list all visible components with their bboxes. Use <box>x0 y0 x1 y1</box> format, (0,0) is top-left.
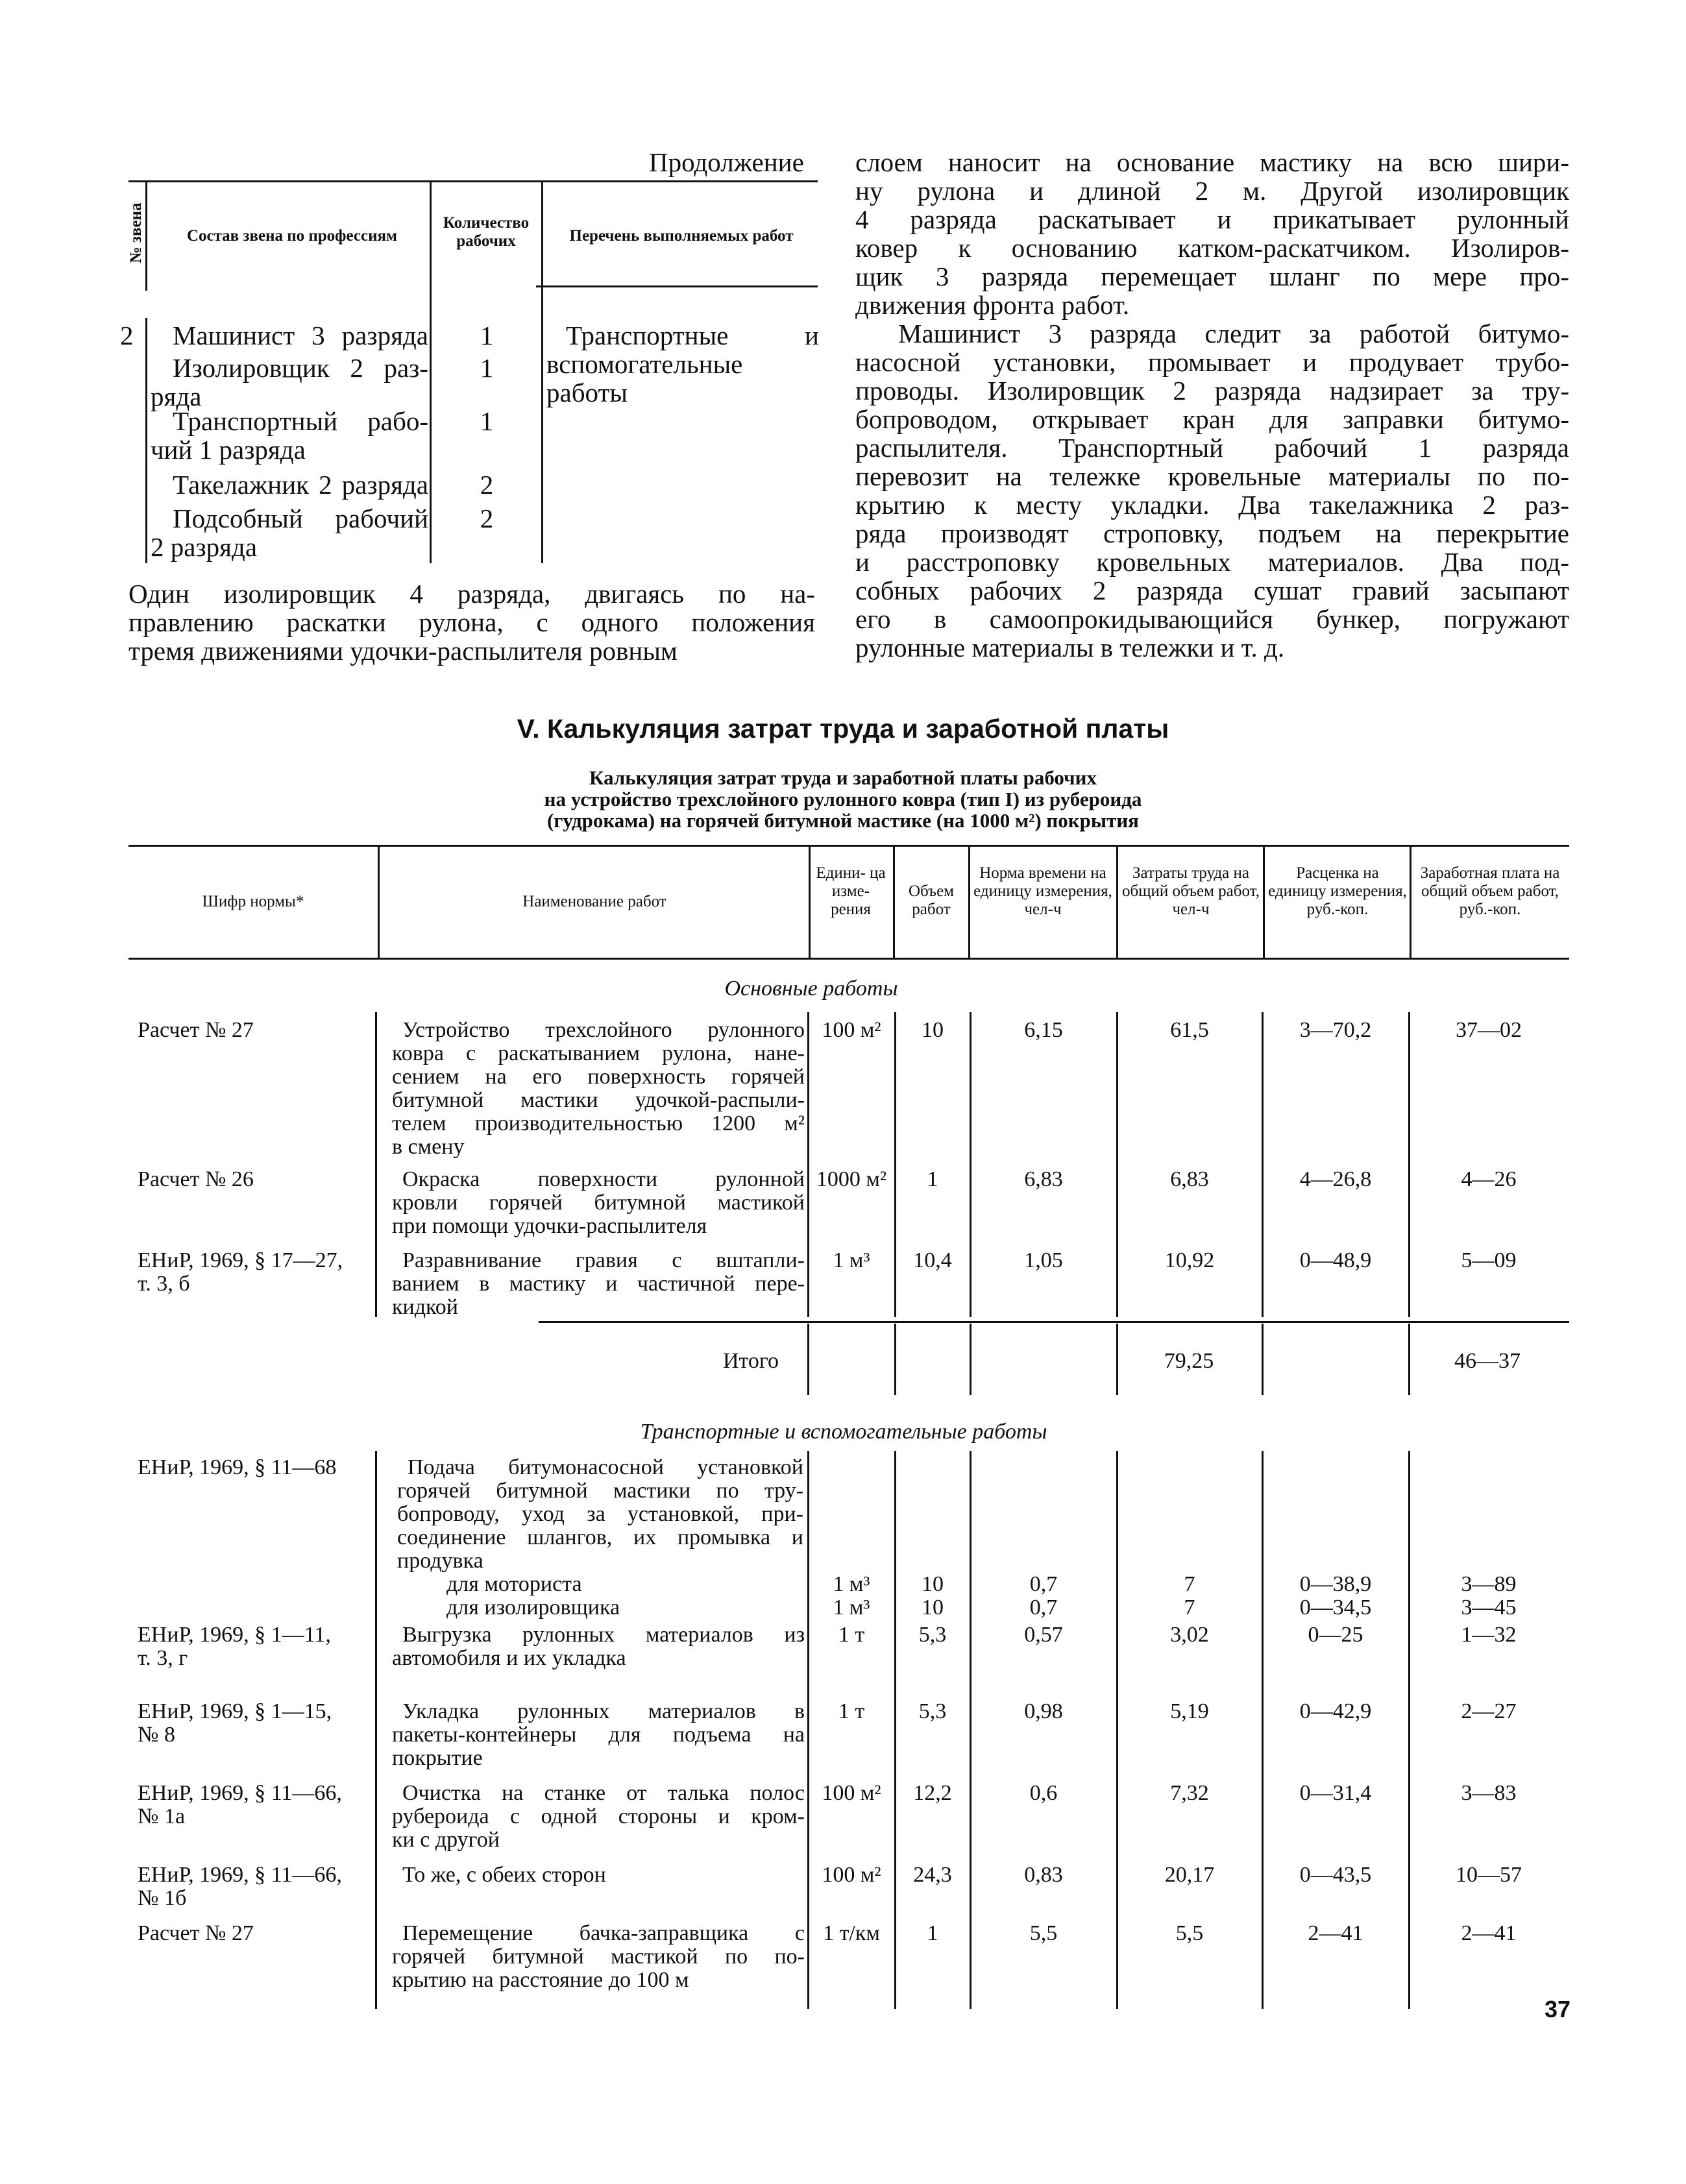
row-code <box>138 1168 375 1191</box>
subrow-pay: 3—45 <box>1461 1596 1517 1620</box>
total-col-divider <box>807 1324 809 1395</box>
total-rule <box>539 1321 1569 1323</box>
row-name-line: битумной мастики удочкой-распыли- <box>392 1088 805 1112</box>
row-code <box>138 1863 375 1910</box>
right-paragraph-line: собных рабочих 2 разряда сушат гравий засыпают <box>855 576 1569 605</box>
row-unit: 100 м² <box>822 1018 881 1042</box>
row-name <box>392 1019 805 1159</box>
right-paragraph-line: проводы. Изолировщик 2 разряда надзирает за тру- <box>855 376 1569 406</box>
row-unit: 1 м³ <box>833 1248 870 1272</box>
row-pay: 37—02 <box>1456 1018 1522 1042</box>
row-rate: 0—25 <box>1308 1623 1363 1647</box>
unit-header: Едини- ца изме- рения <box>816 864 886 918</box>
row-rate: 2—41 <box>1308 1921 1363 1945</box>
works-line: вспомогательные работы <box>546 349 743 407</box>
row-code-line: ЕНиР, 1969, § 1—15, <box>138 1699 332 1723</box>
right-paragraph-line: насосной установки, промывает и продувает трубо- <box>855 347 1569 377</box>
crew-member-count: 2 <box>480 504 494 533</box>
table-title <box>0 767 1686 831</box>
right-paragraph-line: движения фронта работ. <box>855 290 1130 320</box>
subrow-labor: 7 <box>1184 1596 1195 1620</box>
body-col-divider <box>1262 1012 1264 1317</box>
row-name-line: Очистка на станке от талька полос <box>402 1781 805 1805</box>
crew-member-line: Такелажник 2 разряда <box>173 470 428 500</box>
header-col-divider <box>1116 845 1118 958</box>
crew-member <box>151 504 428 561</box>
row-name <box>392 1249 805 1319</box>
body-col-divider <box>1408 1451 1410 2009</box>
right-paragraph-line: распылителя. Транспортный рабочий 1 разряда <box>855 433 1569 463</box>
row-pay: 3—83 <box>1461 1781 1517 1805</box>
subrow-unit: 1 м³ <box>833 1572 870 1596</box>
row-name-line: покрытие <box>392 1746 483 1770</box>
row-name <box>392 1168 805 1238</box>
row-code-line: № 8 <box>138 1723 175 1747</box>
row-code <box>138 1922 375 1945</box>
crew-table-divider <box>541 180 543 563</box>
aux-first-name-line: Подача битумонасосной установкой <box>408 1455 803 1479</box>
crew-member-line: 2 разряда <box>151 532 258 562</box>
row-name-line: горячей битумной мастикой по по- <box>392 1945 805 1969</box>
row-volume: 1 <box>927 1921 938 1945</box>
row-name-line: Разравнивание гравия с вштапли- <box>402 1248 805 1272</box>
header-col-divider <box>1263 845 1265 958</box>
left-paragraph-line: тремя движениями удочки-распылителя ровным <box>128 636 678 666</box>
row-name-line: крытию на расстояние до 100 м <box>392 1968 689 1992</box>
crew-number: 2 <box>120 321 134 350</box>
labor-header: Затраты труда на общий объем работ, чел-ч <box>1122 864 1260 918</box>
aux-first-name-line: соединение шлангов, их промывка и <box>397 1525 803 1549</box>
right-paragraph-line: крытию к месту укладки. Два такелажника 2 раз- <box>855 490 1569 520</box>
body-col-divider <box>375 1012 377 1317</box>
subrow-rate: 0—38,9 <box>1299 1572 1372 1596</box>
row-name-line: кидкой <box>392 1295 458 1319</box>
body-col-divider <box>970 1012 971 1317</box>
total-col-divider <box>970 1324 971 1395</box>
row-pay: 1—32 <box>1461 1623 1517 1647</box>
table-title-line: Калькуляция затрат труда и заработной платы рабочих <box>589 766 1097 789</box>
row-unit: 1 т <box>838 1699 865 1723</box>
row-pay: 4—26 <box>1461 1167 1517 1191</box>
row-name <box>392 1782 805 1852</box>
pay-header: Заработная плата на общий объем работ, руб.-коп. <box>1420 864 1560 918</box>
row-name <box>392 1623 805 1670</box>
crew-table-divider <box>430 180 432 563</box>
header-col-divider <box>968 845 970 958</box>
row-name-line: Окраска поверхности рулонной <box>402 1167 805 1191</box>
row-rate: 4—26,8 <box>1299 1167 1372 1191</box>
right-paragraph-line: 4 разряда раскатывает и прикатывает рулонный <box>855 204 1569 234</box>
main-section-title: Основные работы <box>724 977 898 1001</box>
right-paragraph <box>855 148 1569 662</box>
row-norm: 0,98 <box>1024 1699 1063 1723</box>
row-norm: 1,05 <box>1024 1248 1063 1272</box>
right-paragraph-line: и расстроповку кровельных материалов. Два под- <box>855 547 1569 577</box>
total-pay: 46—37 <box>1454 1349 1521 1373</box>
body-col-divider <box>1408 1012 1410 1317</box>
works-header: Перечень выполняемых работ <box>569 227 794 245</box>
crew-table-header-rule <box>536 285 818 287</box>
crew-table-divider <box>145 180 147 291</box>
body-col-divider <box>807 1012 809 1317</box>
row-unit: 1 т <box>838 1623 865 1647</box>
table-title-line: на устройство трехслойного рулонного ковра (тип I) из рубероида <box>544 788 1142 810</box>
row-norm: 6,83 <box>1024 1167 1063 1191</box>
crew-member <box>151 321 428 350</box>
row-volume: 5,3 <box>918 1623 947 1647</box>
row-name-line: автомобиля и их укладка <box>392 1646 626 1670</box>
row-name <box>392 1863 805 1887</box>
aux-first-name-line: горячей битумной мастики по тру- <box>397 1479 803 1503</box>
right-paragraph-line: бопроводом, открывает кран для заправки битумо- <box>855 404 1569 434</box>
row-code-line: ЕНиР, 1969, § 17—27, <box>138 1248 343 1272</box>
row-name-line: пакеты-контейнеры для подъема на <box>392 1723 805 1747</box>
subrow-unit: 1 м³ <box>833 1596 870 1620</box>
norm-header: Норма времени на единицу измерения, чел-ч <box>973 864 1112 918</box>
row-volume: 10,4 <box>913 1248 952 1272</box>
right-paragraph-line: слоем наносит на основание мастику на всю шири- <box>855 147 1569 177</box>
right-paragraph-line: ну рулона и длиной 2 м. Другой изолировщик <box>855 176 1569 206</box>
body-col-divider <box>375 1451 377 2009</box>
row-volume: 10 <box>922 1018 944 1042</box>
row-labor: 5,5 <box>1175 1921 1204 1945</box>
subrow-pay: 3—89 <box>1461 1572 1517 1596</box>
row-labor: 61,5 <box>1170 1018 1209 1042</box>
header-col-divider <box>893 845 895 958</box>
section-title: V. Калькуляция затрат труда и заработной платы <box>517 714 1169 744</box>
aux-first-name-line: бопроводу, уход за установкой, при- <box>397 1502 803 1526</box>
row-norm: 6,15 <box>1024 1018 1063 1042</box>
aux-section-title: Транспортные и вспомогательные работы <box>640 1420 1047 1444</box>
aux-first-name <box>397 1456 803 1573</box>
left-paragraph-line: Один изолировщик 4 разряда, двигаясь по на- <box>128 579 815 609</box>
aux-first-code: ЕНиР, 1969, § 11—68 <box>138 1455 337 1479</box>
row-labor: 10,92 <box>1164 1248 1215 1272</box>
row-name-line: Перемещение бачка-заправщика с <box>402 1921 805 1945</box>
crew-member-line: ряда <box>151 382 202 411</box>
row-norm: 0,6 <box>1029 1781 1058 1805</box>
body-col-divider <box>894 1012 896 1317</box>
right-paragraph-line: Машинист 3 разряда следит за работой битумо- <box>898 319 1569 348</box>
header-col-divider <box>378 845 380 958</box>
crew-member-count: 2 <box>480 470 494 500</box>
left-paragraph-line: правлению раскатки рулона, с одного положения <box>128 607 815 637</box>
count-header: Количество рабочих <box>443 214 530 250</box>
row-code <box>138 1700 375 1747</box>
right-paragraph-line: перевозит на тележке кровельные материалы по по- <box>855 461 1569 491</box>
row-norm: 5,5 <box>1029 1921 1058 1945</box>
row-volume: 24,3 <box>913 1863 952 1887</box>
row-volume: 5,3 <box>918 1699 947 1723</box>
crew-member <box>151 470 428 499</box>
works-line: Транспортные и <box>566 321 819 350</box>
row-pay: 2—41 <box>1461 1921 1517 1945</box>
crew-member-count: 1 <box>480 353 494 383</box>
row-code-line: ЕНиР, 1969, § 11—66, <box>138 1781 342 1805</box>
total-labor: 79,25 <box>1164 1349 1214 1373</box>
row-code-line: Расчет № 26 <box>138 1167 254 1191</box>
crew-member-line: чий 1 разряда <box>151 435 306 465</box>
row-code-line: № 1а <box>138 1804 186 1828</box>
row-code <box>138 1782 375 1828</box>
header-col-divider <box>1410 845 1411 958</box>
row-volume: 12,2 <box>913 1781 952 1805</box>
body-col-divider <box>894 1451 896 2009</box>
row-name-line: ки с другой <box>392 1828 500 1852</box>
row-labor: 6,83 <box>1170 1167 1209 1191</box>
header-col-divider <box>809 845 811 958</box>
left-paragraph <box>128 579 815 665</box>
row-pay: 10—57 <box>1456 1863 1522 1887</box>
row-pay: 5—09 <box>1461 1248 1517 1272</box>
crew-member-line: Подсобный рабочий <box>173 504 428 533</box>
code-header: Шифр нормы* <box>202 893 304 910</box>
body-col-divider <box>970 1451 971 2009</box>
row-name-line: Выгрузка рулонных материалов из <box>402 1623 805 1647</box>
continuation-label: Продолжение <box>649 147 804 177</box>
row-labor: 3,02 <box>1170 1623 1209 1647</box>
crew-number-header: № звена <box>127 202 145 263</box>
row-rate: 0—42,9 <box>1299 1699 1372 1723</box>
row-name-line: сением на его поверхность горячей <box>392 1065 805 1089</box>
row-name-line: при помощи удочки-распылителя <box>392 1214 707 1238</box>
composition-header: Состав звена по профессиям <box>186 227 398 245</box>
total-col-divider <box>1262 1324 1264 1395</box>
row-labor: 7,32 <box>1170 1781 1209 1805</box>
subrow-label: для изолировщика <box>446 1596 620 1620</box>
row-rate: 3—70,2 <box>1299 1018 1372 1042</box>
right-paragraph-line: щик 3 разряда перемещает шланг по мере про- <box>855 261 1569 291</box>
row-code <box>138 1249 375 1296</box>
body-col-divider <box>807 1451 809 2009</box>
crew-member-line: Транспортный рабо- <box>173 406 428 436</box>
right-paragraph-line: рулонные материалы в тележки и т. д. <box>855 633 1285 662</box>
crew-member-line: Машинист 3 разряда <box>173 321 428 350</box>
row-name-line: рубероида с одной стороны и кром- <box>392 1804 805 1828</box>
crew-table-divider <box>145 318 147 563</box>
row-name-line: в смену <box>392 1135 465 1159</box>
right-paragraph-line: ковер к основанию катком-раскатчиком. Изолиров- <box>855 233 1569 263</box>
subrow-volume: 10 <box>922 1572 944 1596</box>
row-code-line: т. 3, г <box>138 1646 188 1670</box>
crew-member <box>151 354 428 411</box>
row-name-line: То же, с обеих сторон <box>402 1863 606 1887</box>
total-col-divider <box>894 1324 896 1395</box>
row-name-line: телем производительностью 1200 м² <box>392 1111 805 1135</box>
crew-table-top-rule <box>128 180 818 182</box>
table-title-line: (гудрокама) на горячей битумной мастике (на 1000 м²) покрытия <box>547 809 1139 832</box>
row-code-line: ЕНиР, 1969, § 1—11, <box>138 1623 331 1647</box>
subrow-volume: 10 <box>922 1596 944 1620</box>
body-col-divider <box>1262 1451 1264 2009</box>
row-code-line: ЕНиР, 1969, § 11—66, <box>138 1863 342 1887</box>
name-header: Наименование работ <box>522 893 666 910</box>
calc-header-top-rule <box>128 845 1569 847</box>
body-col-divider <box>1116 1451 1118 2009</box>
row-name-line: Устройство трехслойного рулонного <box>402 1018 805 1042</box>
aux-first-name-line: продувка <box>397 1549 483 1573</box>
volume-header: Объем работ <box>909 882 954 918</box>
subrow-label: для моториста <box>446 1572 582 1596</box>
works-list <box>546 321 819 407</box>
calc-header-bottom-rule <box>128 958 1569 960</box>
right-paragraph-line: его в самоопрокидывающийся бункер, погружают <box>855 604 1569 634</box>
row-norm: 0,83 <box>1024 1863 1063 1887</box>
subrow-rate: 0—34,5 <box>1299 1596 1372 1620</box>
row-norm: 0,57 <box>1024 1623 1063 1647</box>
row-name-line: ковра с раскатыванием рулона, нане- <box>392 1041 805 1065</box>
row-unit: 100 м² <box>822 1863 881 1887</box>
subrow-norm: 0,7 <box>1029 1596 1058 1620</box>
row-name-line: Укладка рулонных материалов в <box>402 1699 805 1723</box>
row-code-line: Расчет № 27 <box>138 1921 254 1945</box>
crew-member-count: 1 <box>480 321 494 350</box>
row-code-line: Расчет № 27 <box>138 1018 254 1042</box>
row-unit: 1000 м² <box>816 1167 887 1191</box>
row-code <box>138 1019 375 1042</box>
row-name-line: кровли горячей битумной мастикой <box>392 1191 805 1215</box>
rate-header: Расценка на единицу измерения, руб.-коп. <box>1268 864 1407 918</box>
crew-member <box>151 407 428 464</box>
row-unit: 100 м² <box>822 1781 881 1805</box>
subrow-norm: 0,7 <box>1029 1572 1058 1596</box>
row-labor: 20,17 <box>1164 1863 1215 1887</box>
row-name <box>392 1700 805 1770</box>
row-rate: 0—43,5 <box>1299 1863 1372 1887</box>
page-number: 37 <box>1544 1996 1570 2022</box>
row-labor: 5,19 <box>1170 1699 1209 1723</box>
row-code-line: № 1б <box>138 1886 187 1910</box>
row-name-line: ванием в мастику и частичной пере- <box>392 1272 805 1296</box>
row-code-line: т. 3, б <box>138 1272 190 1296</box>
row-volume: 1 <box>927 1167 938 1191</box>
row-name <box>392 1922 805 1992</box>
crew-member-line: Изолировщик 2 раз- <box>173 353 428 383</box>
row-unit: 1 т/км <box>823 1921 880 1945</box>
body-col-divider <box>1116 1012 1118 1317</box>
right-paragraph-line: ряда производят строповку, подъем на перекрытие <box>855 518 1569 548</box>
subrow-labor: 7 <box>1184 1572 1195 1596</box>
row-rate: 0—31,4 <box>1299 1781 1372 1805</box>
row-code <box>138 1623 375 1670</box>
crew-member-count: 1 <box>480 406 494 436</box>
total-label: Итого <box>722 1349 779 1373</box>
row-rate: 0—48,9 <box>1299 1248 1372 1272</box>
row-pay: 2—27 <box>1461 1699 1517 1723</box>
